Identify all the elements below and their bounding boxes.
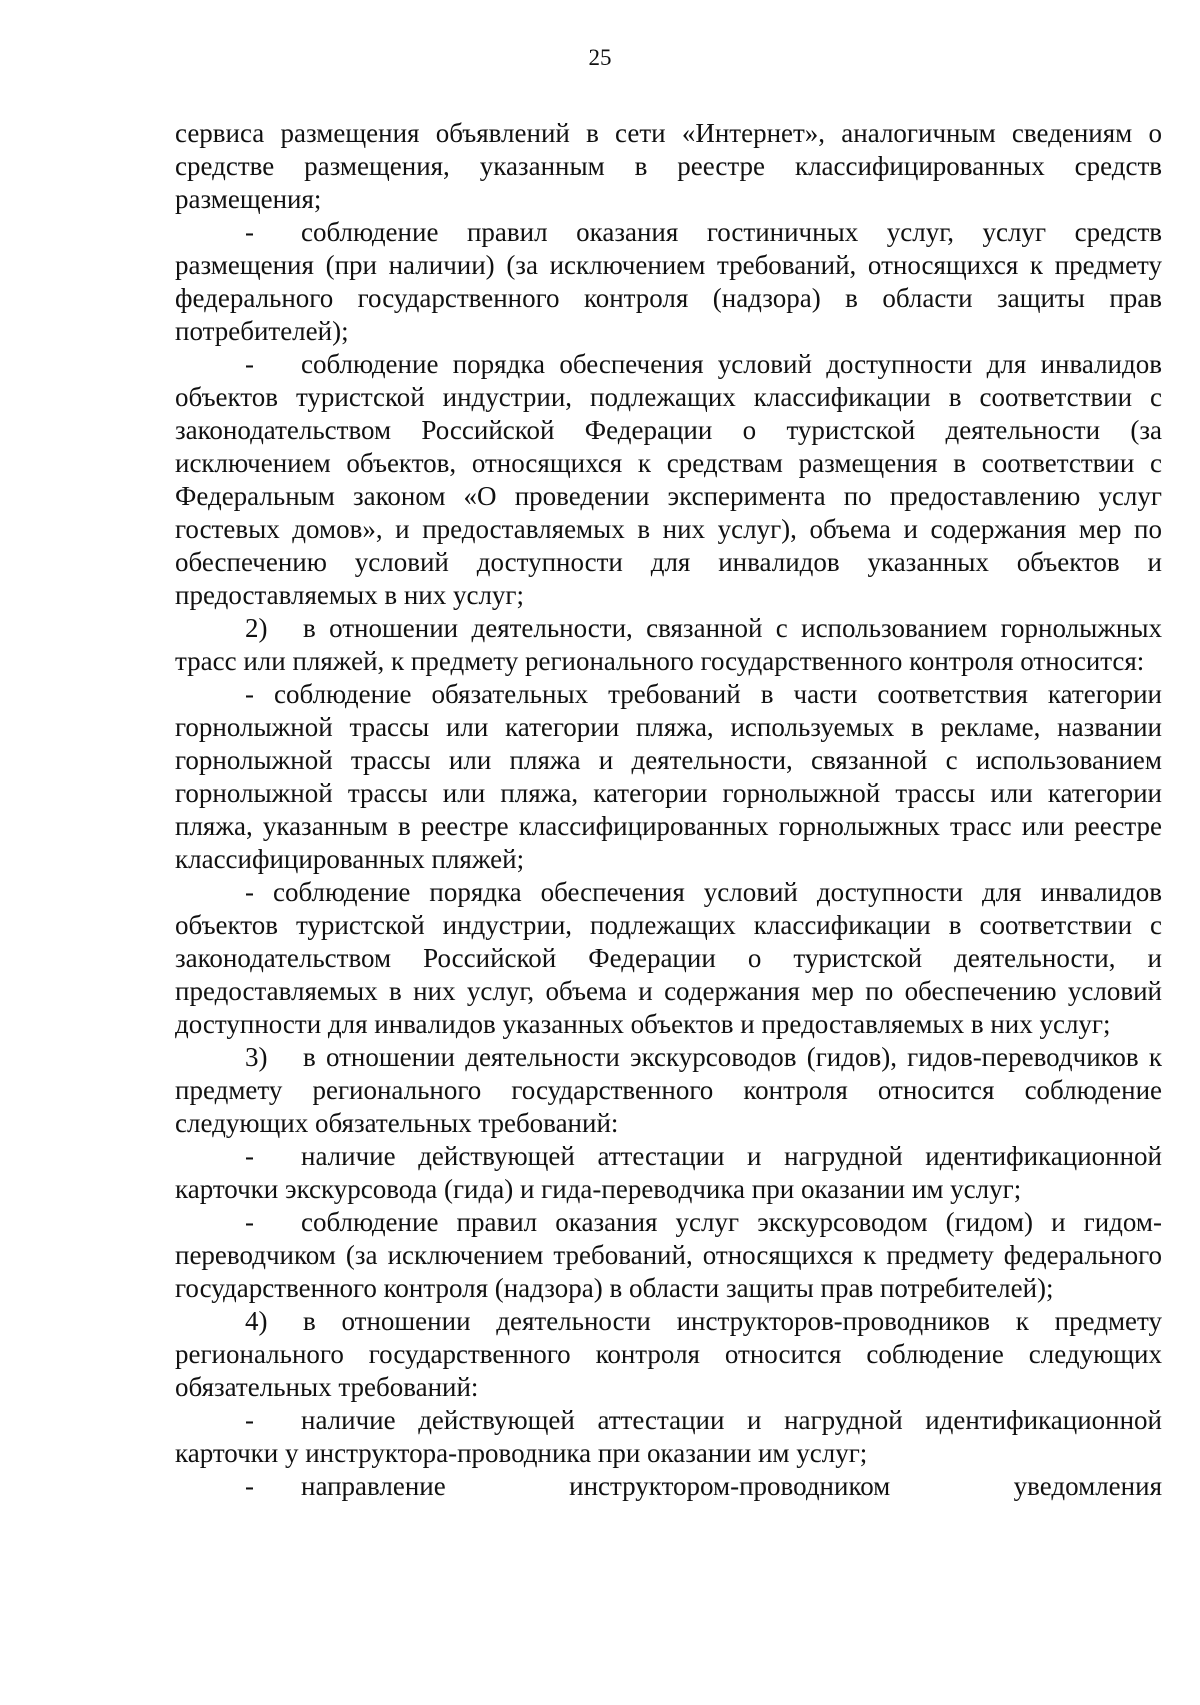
dash-marker: - <box>245 1141 254 1171</box>
dash-marker: - <box>245 1405 254 1435</box>
paragraph-text: в отношении деятельности, связанной с использованием горнолыжных трасс или пляжей, к предмету регионального государственного контроля относится: <box>175 613 1162 676</box>
paragraph-text: соблюдение порядка обеспечения условий доступности для инвалидов объектов туристской индустрии, подлежащих классификации в соответствии с законодательством Российской Федерации о туристской деятельности (за исключением объектов, относящихся к средствам размещения в соответствии с Федеральным законом «О проведении эксперимента по предоставлению услуг гостевых домов», и предоставляемых в них услуг), объема и содержания мер по обеспечению условий доступности для инвалидов указанных объектов и предоставляемых в них услуг; <box>175 349 1162 610</box>
document-body <box>175 117 1162 1503</box>
paragraph-text: - соблюдение обязательных требований в части соответствия категории горнолыжной трассы или категории пляжа, используемых в рекламе, названии горнолыжной трассы или пляжа и деятельности, связанной с использованием горнолыжной трассы или пляжа, категории горнолыжной трассы или категории пляжа, указанным в реестре классифицированных горнолыжных трасс или реестре классифицированных пляжей; <box>175 679 1162 874</box>
list-item <box>175 1206 1162 1305</box>
numbered-item <box>175 1041 1162 1140</box>
numbered-item <box>175 612 1162 678</box>
paragraph-text: наличие действующей аттестации и нагрудной идентификационной карточки у инструктора-проводника при оказании им услуг; <box>175 1405 1162 1468</box>
paragraph-text: сервиса размещения объявлений в сети «Интернет», аналогичным сведениям о средстве размещения, указанным в реестре классифицированных средств размещения; <box>175 118 1162 214</box>
dash-marker: - <box>245 349 254 379</box>
numbered-item <box>175 1305 1162 1404</box>
paragraph-text: соблюдение правил оказания услуг экскурсоводом (гидом) и гидом-переводчиком (за исключением требований, относящихся к предмету федерального государственного контроля (надзора) в области защиты прав потребителей); <box>175 1207 1162 1303</box>
paragraph-text: соблюдение правил оказания гостиничных услуг, услуг средств размещения (при наличии) (за исключением требований, относящихся к предмету федерального государственного контроля (надзора) в области защиты прав потребителей); <box>175 217 1162 346</box>
item-number: 2) <box>245 613 268 643</box>
item-number: 3) <box>245 1042 268 1072</box>
list-item <box>175 678 1162 876</box>
list-item <box>175 1404 1162 1470</box>
list-item <box>175 1470 1162 1503</box>
paragraph-text: в отношении деятельности экскурсоводов (гидов), гидов-переводчиков к предмету регионального государственного контроля относится соблюдение следующих обязательных требований: <box>175 1042 1162 1138</box>
paragraph-text: направление инструктором-проводником уведомления <box>301 1471 1162 1501</box>
paragraph-text: - соблюдение порядка обеспечения условий доступности для инвалидов объектов туристской индустрии, подлежащих классификации в соответствии с законодательством Российской Федерации о туристской деятельности, и предоставляемых в них услуг, объема и содержания мер по обеспечению условий доступности для инвалидов указанных объектов и предоставляемых в них услуг; <box>175 877 1162 1039</box>
dash-marker: - <box>245 1471 254 1501</box>
page-number: 25 <box>588 45 612 70</box>
list-item <box>175 216 1162 348</box>
list-item <box>175 1140 1162 1206</box>
paragraph-text: наличие действующей аттестации и нагрудной идентификационной карточки экскурсовода (гида) и гида-переводчика при оказании им услуг; <box>175 1141 1162 1204</box>
list-item <box>175 876 1162 1041</box>
paragraph-text: в отношении деятельности инструкторов-проводников к предмету регионального государственного контроля относится соблюдение следующих обязательных требований: <box>175 1306 1162 1402</box>
paragraph-continuation <box>175 117 1162 216</box>
item-number: 4) <box>245 1306 268 1336</box>
list-item <box>175 348 1162 612</box>
dash-marker: - <box>245 217 254 247</box>
dash-marker: - <box>245 1207 254 1237</box>
